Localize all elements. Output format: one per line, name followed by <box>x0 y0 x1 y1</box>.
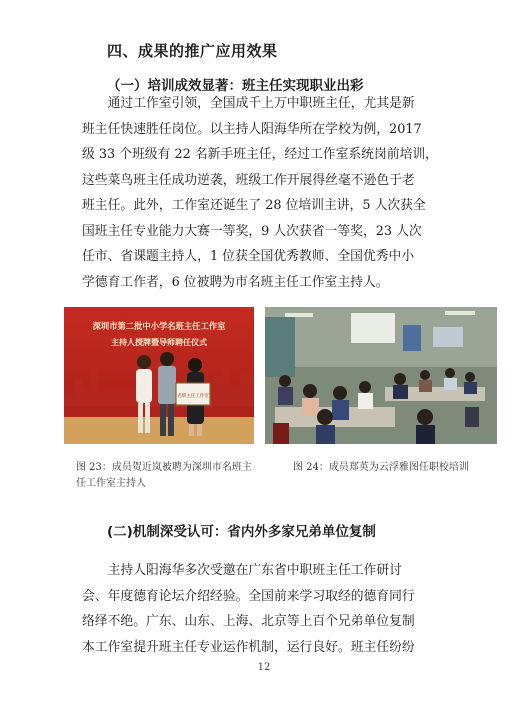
paragraph-line: 级 33 个班级有 22 名新手班主任，经过工作室系统岗前培训， <box>82 147 438 162</box>
figure-caption-23: 图 23：成员贺近岚被聘为深圳市名班主任工作室主持人 <box>76 462 252 489</box>
paragraph-line: 班主任快速胜任岗位。以主持人阳海华所在学校为例，2017 <box>82 121 422 137</box>
paragraph-1 <box>82 91 450 295</box>
figure-caption-24: 图 24：成员郑英为云浮雅图任职校培训 <box>293 462 469 473</box>
paragraph-line: 国班主任专业能力大赛一等奖，9 人次获省一等奖，23 人次 <box>82 223 422 239</box>
banner-line-2: 主持人授牌暨导师聘任仪式 <box>111 338 207 347</box>
training-photo <box>265 307 497 444</box>
paragraph-line: 主持人阳海华多次受邀在广东省中职班主任工作研讨 <box>82 563 402 578</box>
ceremony-photo-image <box>64 307 254 444</box>
paragraph-line: 通过工作室引领，全国成千上万中职班主任，尤其是新 <box>82 96 415 111</box>
ceremony-photo <box>64 307 254 444</box>
paragraph-line: 任市、省课题主持人，1 位获全国优秀教师、全国优秀中小 <box>82 249 415 264</box>
section-title: 四、成果的推广应用效果 <box>107 42 278 60</box>
paragraph-line: 这些菜鸟班主任成功逆袭，班级工作开展得丝毫不逊色于老 <box>82 172 415 188</box>
training-photo-image <box>265 307 497 444</box>
paragraph-line: 班主任。此外，工作室还诞生了 28 位培训主讲，5 人次获全 <box>82 198 426 213</box>
paragraph-line: 络绎不绝。广东、山东、上海、北京等上百个兄弟单位复制 <box>82 614 415 629</box>
subsection-title-1: （一）培训成效显著：班主任实现职业出彩 <box>107 78 364 94</box>
paragraph-line: 本工作室提升班主任专业运作机制，运行良好。班主任纷纷 <box>82 639 415 655</box>
banner-line-1: 深圳市第二批中小学名班主任工作室 <box>92 321 226 331</box>
paragraph-line: 学德育工作者，6 位被聘为市名班主任工作室主持人。 <box>82 274 389 290</box>
page-number: 12 <box>257 662 271 673</box>
paragraph-line: 会、年度德育论坛介绍经验。全国前来学习取经的德育同行 <box>82 588 415 604</box>
subsection-title-2: (二)机制深受认可：省内外多家兄弟单位复制 <box>107 524 376 540</box>
paragraph-2 <box>82 558 450 660</box>
plaque-text: 名班主任工作室 <box>177 394 209 399</box>
